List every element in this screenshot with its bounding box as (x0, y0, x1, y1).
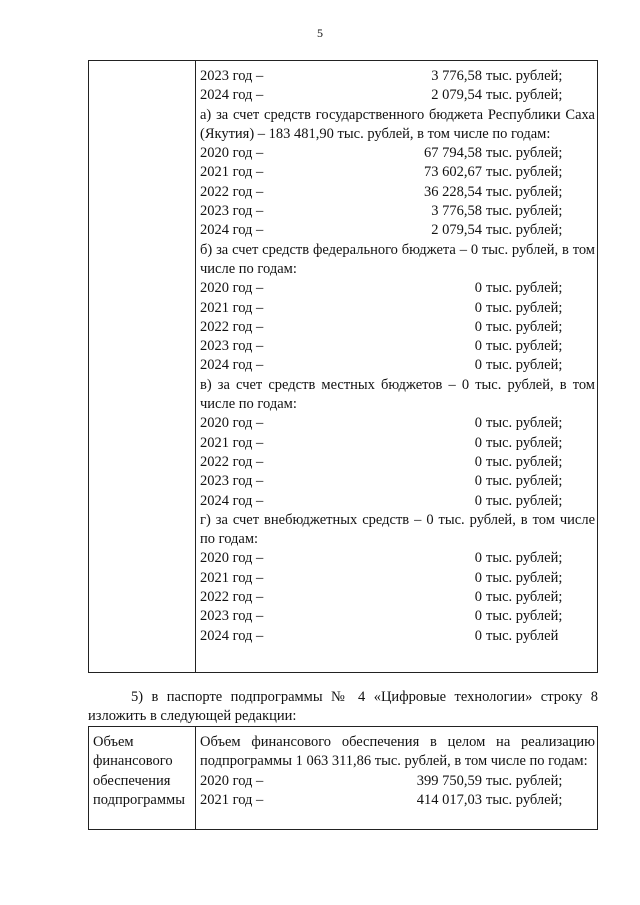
year-amount-row (200, 221, 595, 240)
amount-value: 2 079,54 (431, 222, 482, 239)
unit-label: тыс. рублей; (486, 492, 563, 509)
unit-label: тыс. рублей; (486, 338, 563, 355)
year-amount-row (200, 772, 595, 791)
year-label: 2021 год – (200, 164, 264, 181)
year-label: 2021 год – (200, 434, 264, 451)
unit-label: тыс. рублей; (486, 280, 563, 297)
year-label: 2024 год – (200, 222, 264, 239)
year-label: 2024 год – (200, 627, 264, 644)
label-line: подпрограммы (93, 791, 185, 808)
year-label: 2021 год – (200, 299, 264, 316)
year-amount-row (200, 279, 595, 298)
amount-value: 0 (474, 627, 482, 644)
amount-value: 2 079,54 (431, 87, 482, 104)
funding-source-text: а) за счет средств государственного бюджета Республики Саха (Якутия) – 183 481,90 тыс. рублей, в том числе по годам: (200, 106, 595, 142)
year-amount-row (200, 453, 595, 472)
year-label: 2023 год – (200, 338, 264, 355)
year-label: 2024 год – (200, 492, 264, 509)
financing-details-cell (200, 67, 595, 646)
year-amount-row (200, 549, 595, 568)
amount-value: 0 (474, 280, 482, 297)
column-divider (195, 61, 196, 672)
year-amount-row (200, 356, 595, 375)
year-amount-row (200, 318, 595, 337)
year-amount-row (200, 144, 595, 163)
year-amount-row (200, 492, 595, 511)
year-amount-row (200, 472, 595, 491)
label-line: финансового (93, 753, 173, 770)
unit-label: тыс. рублей; (486, 772, 563, 789)
amount-value: 0 (474, 434, 482, 451)
amount-value: 0 (474, 608, 482, 625)
amount-value: 0 (474, 338, 482, 355)
label-line: обеспечения (93, 772, 171, 789)
year-amount-row (200, 202, 595, 221)
unit-label: тыс. рублей; (486, 415, 563, 432)
year-label: 2020 год – (200, 145, 264, 162)
unit-label: тыс. рублей; (486, 164, 563, 181)
amount-value: 36 228,54 (424, 183, 482, 200)
funding-source-text: г) за счет внебюджетных средств – 0 тыс. рублей, в том числе по годам: (200, 511, 595, 548)
financing-table-continued (88, 60, 598, 673)
unit-label: тыс. рублей; (486, 145, 563, 162)
year-label: 2021 год – (200, 569, 264, 586)
subprogram-financing-table (88, 726, 598, 830)
year-label: 2022 год – (200, 453, 264, 470)
unit-label: тыс. рублей; (486, 434, 563, 451)
unit-label: тыс. рублей; (486, 550, 563, 567)
year-label: 2024 год – (200, 87, 264, 104)
year-label: 2023 год – (200, 68, 264, 84)
unit-label: тыс. рублей; (486, 791, 563, 808)
unit-label: тыс. рублей; (486, 473, 563, 490)
year-amount-row (200, 569, 595, 588)
amount-value: 73 602,67 (424, 164, 482, 181)
unit-label: тыс. рублей; (486, 453, 563, 470)
amount-value: 0 (474, 492, 482, 509)
year-amount-row (200, 337, 595, 356)
year-label: 2023 год – (200, 203, 264, 220)
funding-source-text: Объем финансового обеспечения в целом на реализацию подпрограммы 1 063 311,86 тыс. рублей, в том числе по годам: (200, 734, 595, 770)
funding-source-text: б) за счет средств федерального бюджета – 0 тыс. рублей, в том числе по годам: (200, 241, 595, 277)
amount-value: 0 (474, 299, 482, 316)
unit-label: тыс. рублей; (486, 589, 563, 606)
unit-label: тыс. рублей; (486, 608, 563, 625)
amount-value: 0 (474, 453, 482, 470)
amount-value: 414 017,03 (416, 791, 482, 808)
year-label: 2020 год – (200, 772, 264, 789)
year-label: 2024 год – (200, 357, 264, 374)
year-amount-row (200, 163, 595, 182)
amount-value: 0 (474, 473, 482, 490)
year-label: 2023 год – (200, 473, 264, 490)
year-amount-row (200, 67, 595, 86)
year-label: 2022 год – (200, 183, 264, 200)
year-label: 2023 год – (200, 608, 264, 625)
label-line: Объем (93, 734, 134, 750)
unit-label: тыс. рублей; (486, 569, 563, 586)
year-amount-row (200, 86, 595, 105)
unit-label: тыс. рублей; (486, 299, 563, 316)
year-amount-row (200, 588, 595, 607)
year-label: 2022 год – (200, 318, 264, 335)
amount-value: 0 (474, 357, 482, 374)
year-label: 2022 год – (200, 589, 264, 606)
amount-value: 0 (474, 415, 482, 432)
unit-label: тыс. рублей (486, 627, 559, 644)
year-amount-row (200, 434, 595, 453)
amount-value: 3 776,58 (431, 203, 482, 220)
year-amount-row (200, 414, 595, 433)
unit-label: тыс. рублей; (486, 87, 563, 104)
year-label: 2020 год – (200, 280, 264, 297)
year-label: 2021 год – (200, 791, 264, 808)
amount-value: 0 (474, 550, 482, 567)
unit-label: тыс. рублей; (486, 318, 563, 335)
amount-value: 0 (474, 569, 482, 586)
column-divider (195, 727, 196, 829)
unit-label: тыс. рублей; (486, 357, 563, 374)
year-label: 2020 год – (200, 415, 264, 432)
amount-value: 399 750,59 (416, 772, 482, 789)
year-amount-row (200, 627, 595, 646)
funding-source-text: в) за счет средств местных бюджетов – 0 тыс. рублей, в том числе по годам: (200, 376, 595, 413)
unit-label: тыс. рублей; (486, 203, 563, 220)
amendment-paragraph: 5) в паспорте подпрограммы № 4 «Цифровые технологии» строку 8 изложить в следующей редакции: (88, 689, 598, 725)
financing-details-cell (200, 733, 595, 810)
label-cell (93, 733, 191, 810)
amount-value: 0 (474, 318, 482, 335)
year-amount-row (200, 607, 595, 626)
amount-value: 0 (474, 589, 482, 606)
unit-label: тыс. рублей; (486, 68, 563, 84)
year-label: 2020 год – (200, 550, 264, 567)
amount-value: 67 794,58 (424, 145, 482, 162)
year-amount-row (200, 299, 595, 318)
year-amount-row (200, 183, 595, 202)
unit-label: тыс. рублей; (486, 183, 563, 200)
year-amount-row (200, 791, 595, 810)
amount-value: 3 776,58 (431, 68, 482, 84)
unit-label: тыс. рублей; (486, 222, 563, 239)
page-number: 5 (317, 26, 323, 40)
